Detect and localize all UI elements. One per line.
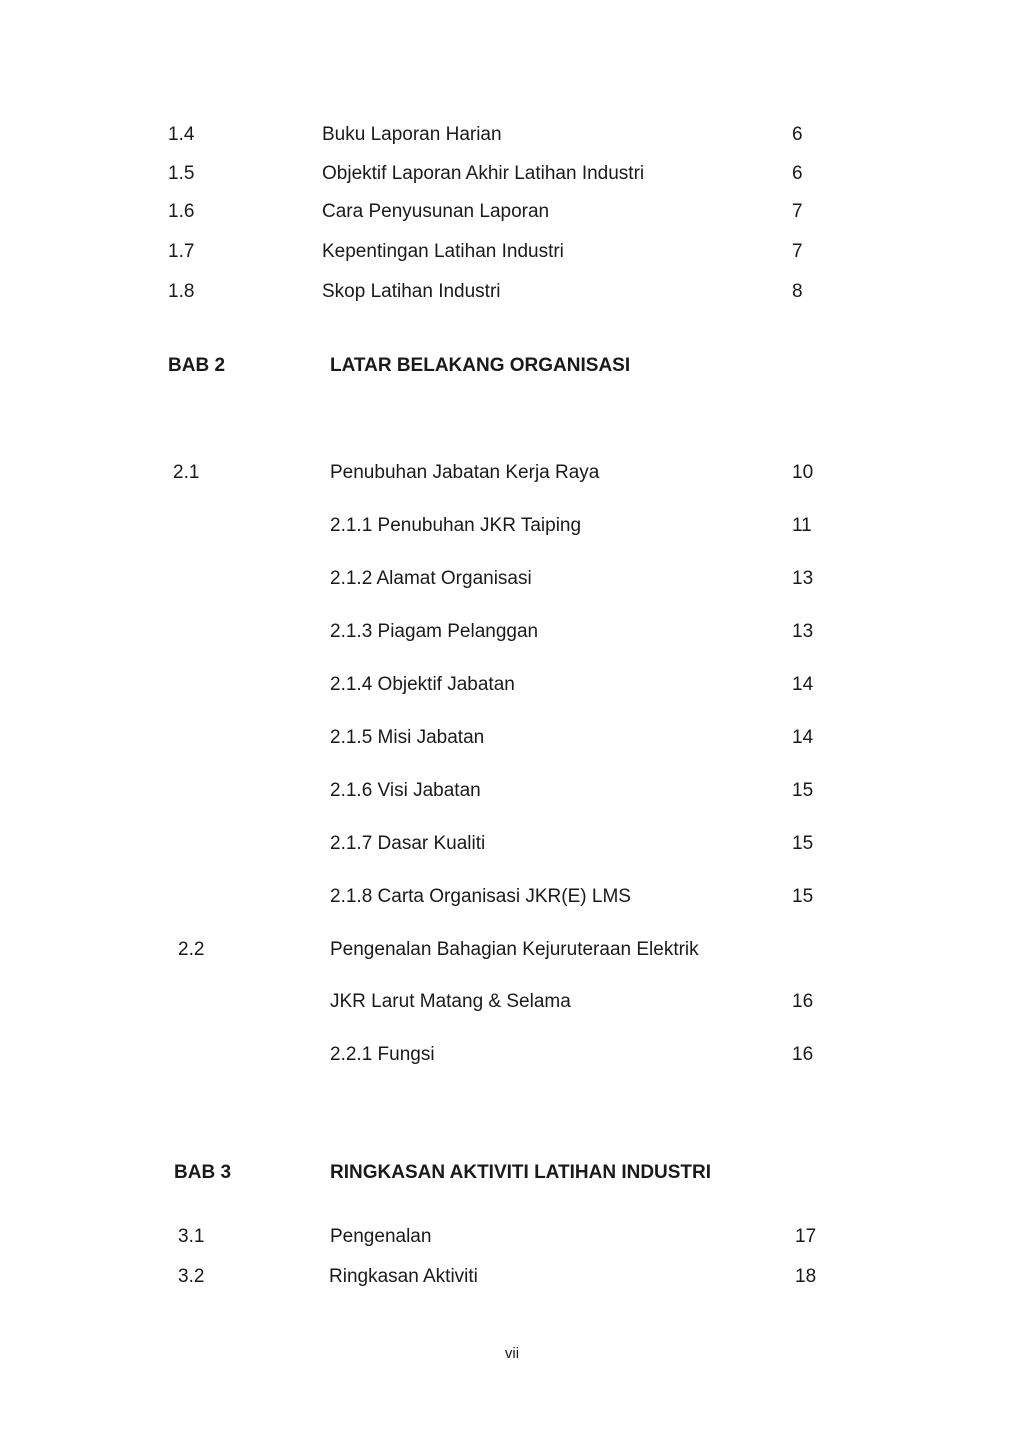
toc-page-number: 17	[795, 1226, 817, 1247]
toc-chapter-number: BAB 2	[168, 355, 226, 376]
toc-page-number: 7	[792, 241, 803, 262]
toc-section-title: Skop Latihan Industri	[322, 281, 501, 302]
toc-page-number: 10	[792, 462, 814, 483]
toc-page-number: 15	[792, 886, 814, 907]
toc-row	[0, 882, 1024, 912]
toc-row	[0, 935, 1024, 965]
toc-page-number: 16	[792, 1044, 814, 1065]
toc-section-title: 2.1.4 Objektif Jabatan	[330, 674, 515, 695]
toc-section-title: Cara Penyusunan Laporan	[322, 201, 550, 222]
toc-row	[0, 159, 1024, 189]
page-footer-number: vii	[504, 1345, 520, 1362]
toc-row	[0, 723, 1024, 753]
toc-page-number: 15	[792, 833, 814, 854]
toc-section-title: 2.1.7 Dasar Kualiti	[330, 833, 486, 854]
toc-section-title: Penubuhan Jabatan Kerja Raya	[330, 462, 600, 483]
toc-section-number: 3.2	[178, 1266, 205, 1287]
toc-page-number: 8	[792, 281, 803, 302]
toc-row	[0, 670, 1024, 700]
toc-page-number: 6	[792, 124, 803, 145]
toc-chapter-heading	[0, 1158, 1024, 1188]
toc-row	[0, 277, 1024, 307]
toc-page-number: 18	[795, 1266, 817, 1287]
toc-row	[0, 776, 1024, 806]
toc-section-title: Kepentingan Latihan Industri	[322, 241, 564, 262]
toc-row	[0, 617, 1024, 647]
toc-section-title: 2.1.1 Penubuhan JKR Taiping	[330, 515, 582, 536]
toc-row	[0, 1222, 1024, 1252]
toc-section-title: Objektif Laporan Akhir Latihan Industri	[322, 163, 645, 184]
toc-section-title: JKR Larut Matang & Selama	[330, 991, 571, 1012]
toc-section-title: 2.2.1 Fungsi	[330, 1044, 435, 1065]
toc-row	[0, 120, 1024, 150]
toc-section-title: Ringkasan Aktiviti	[329, 1266, 478, 1287]
toc-page-number: 14	[792, 674, 814, 695]
toc-section-number: 2.1	[173, 462, 200, 483]
toc-section-number: 1.8	[168, 281, 195, 302]
toc-page-number: 15	[792, 780, 814, 801]
toc-page-number: 13	[792, 568, 814, 589]
toc-section-title: Buku Laporan Harian	[322, 124, 502, 145]
toc-page-number: 16	[792, 991, 814, 1012]
toc-page-number: 14	[792, 727, 814, 748]
toc-row	[0, 511, 1024, 541]
toc-page-number: 6	[792, 163, 803, 184]
toc-section-title: 2.1.5 Misi Jabatan	[330, 727, 485, 748]
toc-section-number: 1.4	[168, 124, 195, 145]
toc-page-number: 11	[792, 515, 812, 536]
toc-section-title: 2.1.6 Visi Jabatan	[330, 780, 481, 801]
toc-section-number: 1.6	[168, 201, 195, 222]
toc-row	[0, 829, 1024, 859]
toc-chapter-number: BAB 3	[174, 1162, 232, 1183]
toc-section-number: 3.1	[178, 1226, 205, 1247]
toc-chapter-title: RINGKASAN AKTIVITI LATIHAN INDUSTRI	[330, 1162, 712, 1183]
toc-section-title: Pengenalan Bahagian Kejuruteraan Elektrik	[330, 939, 699, 960]
toc-chapter-title: LATAR BELAKANG ORGANISASI	[330, 355, 631, 376]
toc-row	[0, 564, 1024, 594]
toc-row	[0, 237, 1024, 267]
toc-section-title: 2.1.2 Alamat Organisasi	[330, 568, 532, 589]
toc-section-number: 2.2	[178, 939, 205, 960]
toc-row	[0, 458, 1024, 488]
toc-section-title: 2.1.8 Carta Organisasi JKR(E) LMS	[330, 886, 631, 907]
toc-section-number: 1.7	[168, 241, 195, 262]
toc-row	[0, 1040, 1024, 1070]
toc-section-number: 1.5	[168, 163, 195, 184]
toc-row	[0, 197, 1024, 227]
toc-page-number: 7	[792, 201, 803, 222]
toc-chapter-heading	[0, 351, 1024, 381]
toc-row	[0, 987, 1024, 1017]
toc-page-number: 13	[792, 621, 814, 642]
toc-section-title: 2.1.3 Piagam Pelanggan	[330, 621, 539, 642]
toc-row	[0, 1262, 1024, 1292]
toc-section-title: Pengenalan	[330, 1226, 432, 1247]
